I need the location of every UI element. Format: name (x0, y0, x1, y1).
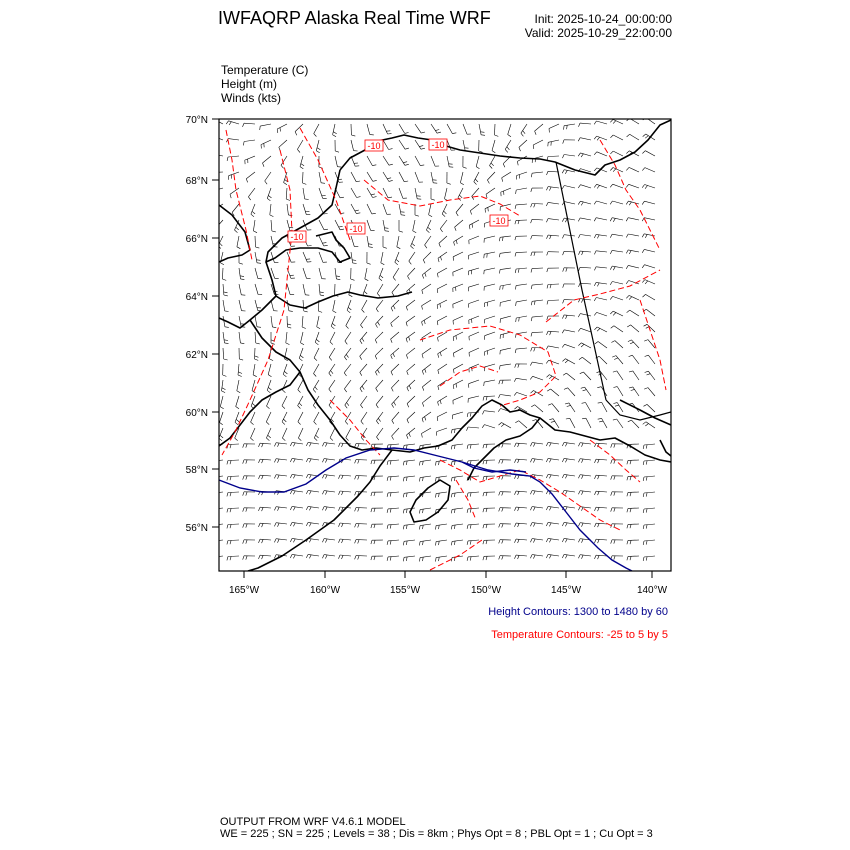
contour-label (347, 223, 365, 234)
field-label-temperature: Temperature (C) (221, 63, 309, 77)
lat-tick-label: 66°N (185, 234, 208, 245)
contour-label (490, 215, 508, 226)
contour-label-text: -10 (492, 216, 506, 226)
valid-time: Valid: 2025-10-29_22:00:00 (524, 26, 672, 40)
contour-label-text: -10 (349, 224, 363, 234)
lat-tick-label: 62°N (185, 350, 208, 361)
lat-tick-label: 56°N (185, 523, 208, 534)
contour-label-text: -10 (290, 232, 304, 242)
field-label-winds: Winds (kts) (221, 91, 281, 105)
contour-label (288, 231, 306, 242)
lat-tick-label: 60°N (185, 408, 208, 419)
map-title: IWFAQRP Alaska Real Time WRF (218, 8, 491, 28)
lon-tick-label: 150°W (470, 585, 502, 596)
lat-tick-label: 68°N (185, 176, 208, 187)
lon-tick-label: 140°W (636, 585, 668, 596)
lat-tick-label: 64°N (185, 292, 208, 303)
height-contour-legend: Height Contours: 1300 to 1480 by 60 (488, 606, 668, 618)
field-label-height: Height (m) (221, 77, 278, 91)
lon-tick-label: 155°W (389, 585, 421, 596)
lon-tick-label: 165°W (228, 585, 260, 596)
lon-tick-label: 145°W (550, 585, 582, 596)
contour-label (365, 140, 383, 151)
contour-label-text: -10 (367, 141, 381, 151)
lon-tick-label: 160°W (309, 585, 341, 596)
lat-tick-label: 70°N (185, 115, 208, 126)
model-info: OUTPUT FROM WRF V4.6.1 MODEL (220, 816, 406, 828)
temperature-contour-legend: Temperature Contours: -25 to 5 by 5 (491, 629, 668, 641)
init-time: Init: 2025-10-24_00:00:00 (534, 12, 672, 26)
contour-label-text: -10 (431, 140, 445, 150)
lat-tick-label: 58°N (185, 465, 208, 476)
model-options: WE = 225 ; SN = 225 ; Levels = 38 ; Dis = 8km ; Phys Opt = 8 ; PBL Opt = 1 ; Cu Opt = 3 (220, 828, 653, 840)
contour-label (429, 139, 447, 150)
